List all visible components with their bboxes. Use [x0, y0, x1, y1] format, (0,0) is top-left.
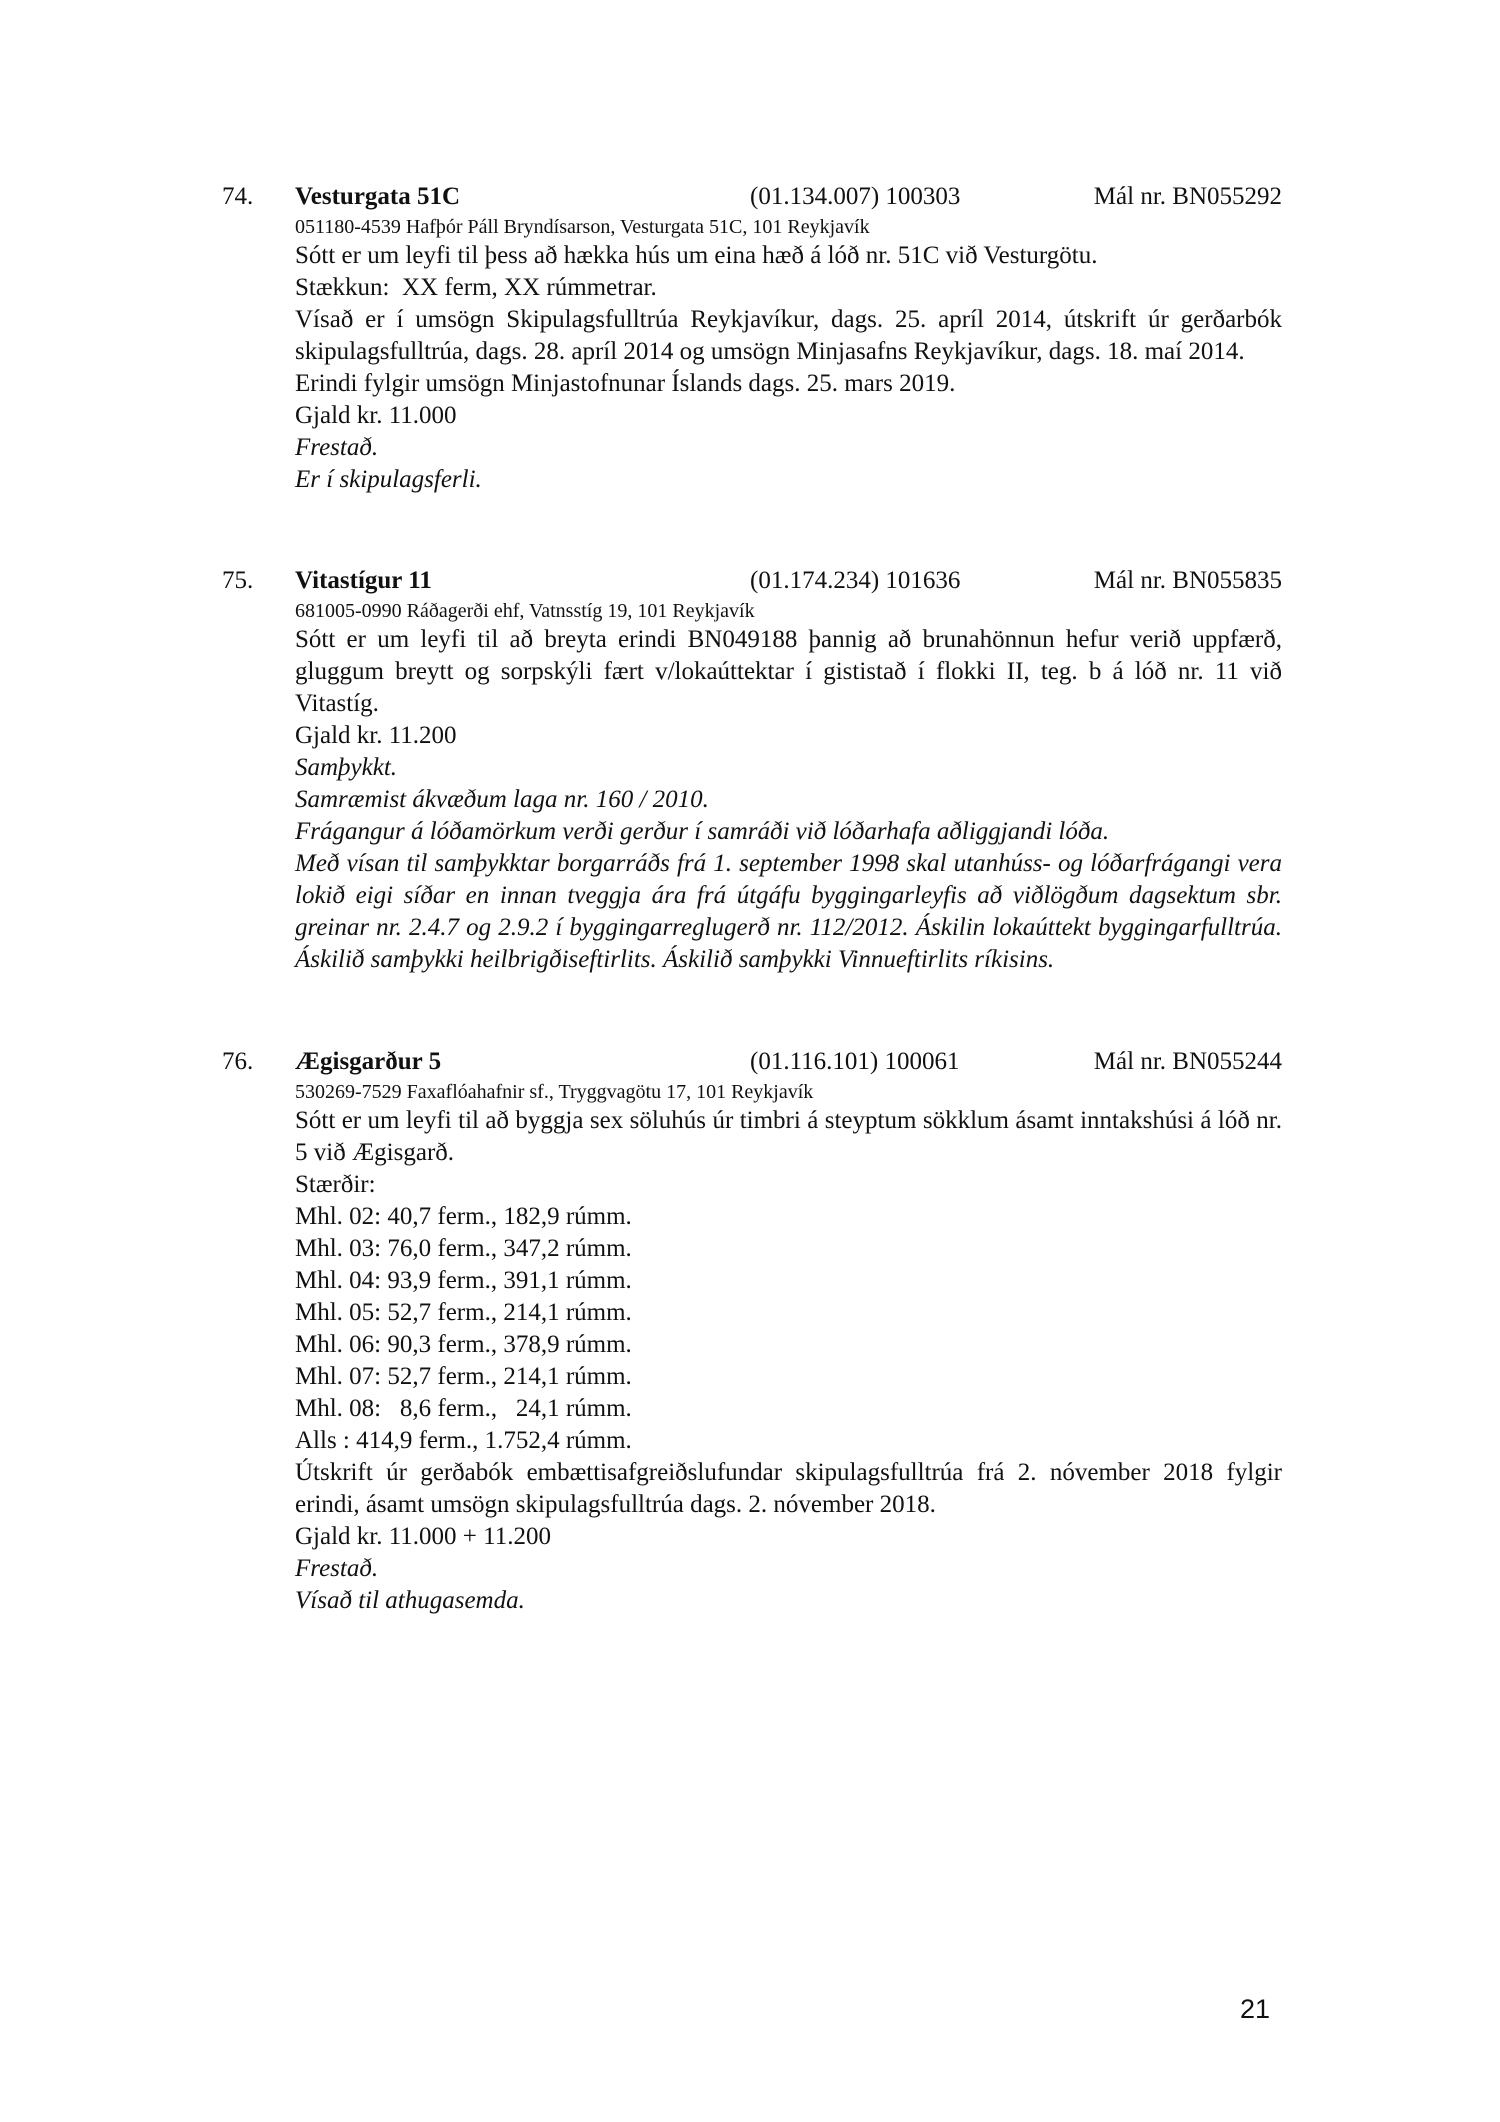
size-total-line: Alls : 414,9 ferm., 1.752,4 rúmm.	[295, 1427, 632, 1454]
size-line: Mhl. 08: 8,6 ferm., 24,1 rúmm.	[295, 1395, 632, 1422]
entry-applicant: 051180-4539 Hafþór Páll Bryndísarson, Vesturgata 51C, 101 Reykjavík	[295, 216, 870, 238]
entry-decision: Vísað til athugasemda.	[295, 1587, 525, 1614]
entry-paragraph: Sótt er um leyfi til að byggja sex söluhús úr timbri á steyptum sökklum ásamt inntakshúsi á lóð nr. 5 við Ægisgarð.	[295, 1107, 1282, 1166]
entry-land-reference: (01.134.007) 100303	[750, 183, 961, 210]
entry-body	[295, 598, 1282, 976]
entry-header	[222, 180, 1282, 214]
size-line: Mhl. 02: 40,7 ferm., 182,9 rúmm.	[295, 1203, 632, 1230]
size-line: Mhl. 06: 90,3 ferm., 378,9 rúmm.	[295, 1331, 632, 1358]
entry-header	[222, 1045, 1282, 1079]
entry-address: Vesturgata 51C	[295, 183, 461, 210]
entry-paragraph: Vísað er í umsögn Skipulagsfulltrúa Reykjavíkur, dags. 25. apríl 2014, útskrift úr gerðarbók skipulagsfulltrúa, dags. 28. apríl 2014 og umsögn Minjasafns Reykjavíkur, dags. 18. maí 2014.	[295, 306, 1282, 365]
entry-paragraph: Erindi fylgir umsögn Minjastofnunar Íslands dags. 25. mars 2019.	[295, 370, 956, 397]
entry-decision: Með vísan til samþykktar borgarráðs frá 1. september 1998 skal utanhúss- og lóðarfrágangi vera lokið eigi síðar en innan tveggja ára frá útgáfu byggingarleyfis að viðlögðum dagsektum sbr. greinar nr. 2.4.7 og 2.9.2 í byggingarreglugerð nr. 112/2012. Áskilin lokaúttekt byggingarfulltrúa. Áskilið samþykki heilbrigðiseftirlits. Áskilið samþykki Vinnueftirlits ríkisins.	[295, 850, 1282, 973]
entry-decision: Frestað.	[295, 434, 379, 461]
entry-header	[222, 564, 1282, 598]
entry-paragraph: Útskrift úr gerðabók embættisafgreiðslufundar skipulagsfulltrúa frá 2. nóvember 2018 fylgir erindi, ásamt umsögn skipulagsfulltrúa dags. 2. nóvember 2018.	[295, 1459, 1282, 1518]
entry-paragraph: Sótt er um leyfi til að breyta erindi BN049188 þannig að brunahönnun hefur verið uppfærð, gluggum breytt og sorpskýli fært v/lokaúttektar í gististað í flokki II, teg. b á lóð nr. 11 við Vitastíg.	[295, 626, 1282, 717]
entry-fee: Gjald kr. 11.000	[295, 402, 457, 429]
page-number: 21	[1240, 1994, 1271, 2024]
case-entry-75	[222, 564, 1282, 976]
entry-body	[295, 214, 1282, 496]
entry-case-number: Mál nr. BN055835	[1093, 567, 1282, 594]
entry-decision: Frágangur á lóðamörkum verði gerður í samráði við lóðarhafa aðliggjandi lóða.	[295, 818, 1110, 845]
entry-applicant: 530269-7529 Faxaflóahafnir sf., Tryggvagötu 17, 101 Reykjavík	[295, 1081, 814, 1103]
entry-number: 76.	[222, 1048, 254, 1075]
entry-decision: Samræmist ákvæðum laga nr. 160 / 2010.	[295, 786, 709, 813]
entry-address: Ægisgarður 5	[295, 1048, 442, 1075]
entry-decision: Frestað.	[295, 1555, 379, 1582]
entry-body	[295, 1079, 1282, 1617]
entry-applicant: 681005-0990 Ráðagerði ehf, Vatnsstíg 19, 101 Reykjavík	[295, 600, 755, 622]
entry-case-number: Mál nr. BN055292	[1093, 183, 1282, 210]
case-entry-76	[222, 1045, 1282, 1617]
entry-paragraph: Stækkun: XX ferm, XX rúmmetrar.	[295, 274, 657, 301]
entry-case-number: Mál nr. BN055244	[1093, 1048, 1282, 1075]
size-line: Mhl. 07: 52,7 ferm., 214,1 rúmm.	[295, 1363, 632, 1390]
entry-number: 75.	[222, 567, 254, 594]
entry-fee: Gjald kr. 11.200	[295, 722, 457, 749]
entry-fee: Gjald kr. 11.000 + 11.200	[295, 1523, 551, 1550]
entry-address: Vitastígur 11	[295, 567, 432, 594]
entry-decision: Samþykkt.	[295, 754, 398, 781]
case-entry-74	[222, 180, 1282, 496]
entry-land-reference: (01.116.101) 100061	[750, 1048, 960, 1075]
size-line: Mhl. 03: 76,0 ferm., 347,2 rúmm.	[295, 1235, 632, 1262]
entry-number: 74.	[222, 183, 254, 210]
entry-land-reference: (01.174.234) 101636	[750, 567, 961, 594]
entry-decision: Er í skipulagsferli.	[295, 466, 482, 493]
size-line: Mhl. 04: 93,9 ferm., 391,1 rúmm.	[295, 1267, 632, 1294]
sizes-label: Stærðir:	[295, 1171, 376, 1198]
entry-paragraph: Sótt er um leyfi til þess að hækka hús um eina hæð á lóð nr. 51C við Vesturgötu.	[295, 242, 1098, 269]
size-line: Mhl. 05: 52,7 ferm., 214,1 rúmm.	[295, 1299, 632, 1326]
